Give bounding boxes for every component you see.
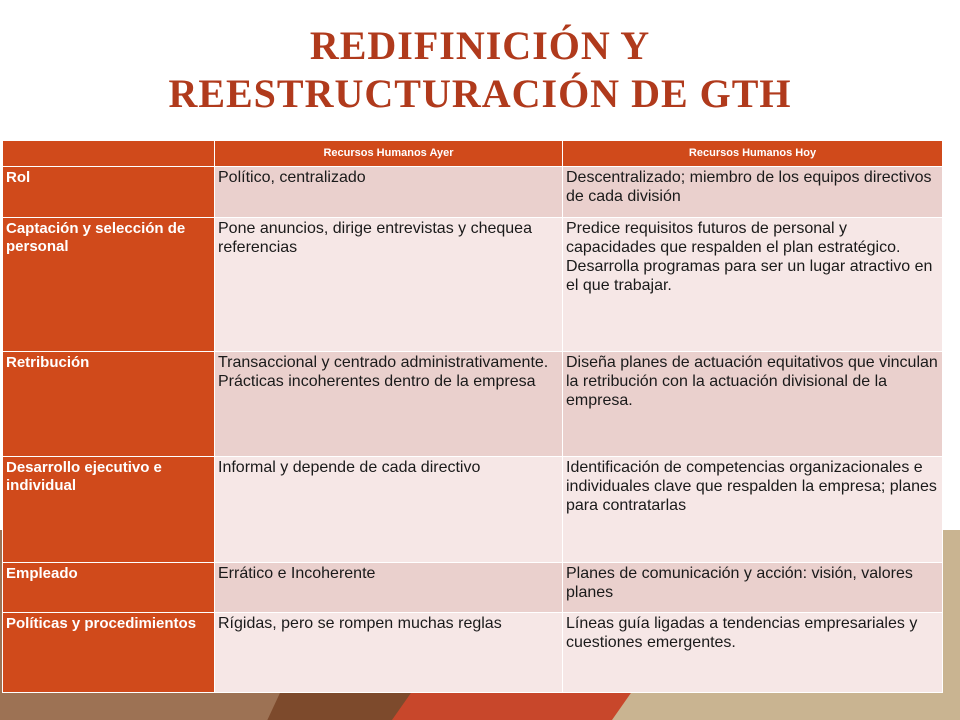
header-cell-ayer: Recursos Humanos Ayer: [215, 141, 563, 167]
row-label: Rol: [3, 167, 215, 218]
row-label: Desarrollo ejecutivo e individual: [3, 457, 215, 563]
table-row: [3, 613, 943, 693]
slide-title-line-1: REDIFINICIÓN Y: [309, 23, 651, 68]
cell-hoy: Diseña planes de actuación equitativos que vinculan la retribución con la actuación divisional de la empresa.: [563, 352, 943, 457]
table-row: [3, 218, 943, 352]
table-row: [3, 167, 943, 218]
cell-ayer: Político, centralizado: [215, 167, 563, 218]
table-row: [3, 352, 943, 457]
header-cell-empty: [3, 141, 215, 167]
row-label: Retribución: [3, 352, 215, 457]
row-label: Empleado: [3, 563, 215, 613]
cell-hoy: Predice requisitos futuros de personal y capacidades que respalden el plan estratégico. Desarrolla programas para ser un lugar atractivo en el que trabajar.: [563, 218, 943, 352]
cell-hoy: Planes de comunicación y acción: visión, valores planes: [563, 563, 943, 613]
cell-ayer: Transaccional y centrado administrativamente. Prácticas incoherentes dentro de la empresa: [215, 352, 563, 457]
table-row: [3, 457, 943, 563]
cell-hoy: Descentralizado; miembro de los equipos directivos de cada división: [563, 167, 943, 218]
table-header-row: [3, 141, 943, 167]
comparison-table: [2, 140, 943, 693]
cell-hoy: Identificación de competencias organizacionales e individuales clave que respalden la empresa; planes para contratarlas: [563, 457, 943, 563]
row-label: Captación y selección de personal: [3, 218, 215, 352]
table-row: [3, 563, 943, 613]
cell-ayer: Pone anuncios, dirige entrevistas y chequea referencias: [215, 218, 563, 352]
header-cell-hoy: Recursos Humanos Hoy: [563, 141, 943, 167]
row-label: Políticas y procedimientos: [3, 613, 215, 693]
slide-title-line-2: REESTRUCTURACIÓN DE GTH: [168, 71, 792, 116]
cell-ayer: Rígidas, pero se rompen muchas reglas: [215, 613, 563, 693]
slide-title: [0, 22, 960, 118]
cell-hoy: Líneas guía ligadas a tendencias empresariales y cuestiones emergentes.: [563, 613, 943, 693]
cell-ayer: Errático e Incoherente: [215, 563, 563, 613]
cell-ayer: Informal y depende de cada directivo: [215, 457, 563, 563]
